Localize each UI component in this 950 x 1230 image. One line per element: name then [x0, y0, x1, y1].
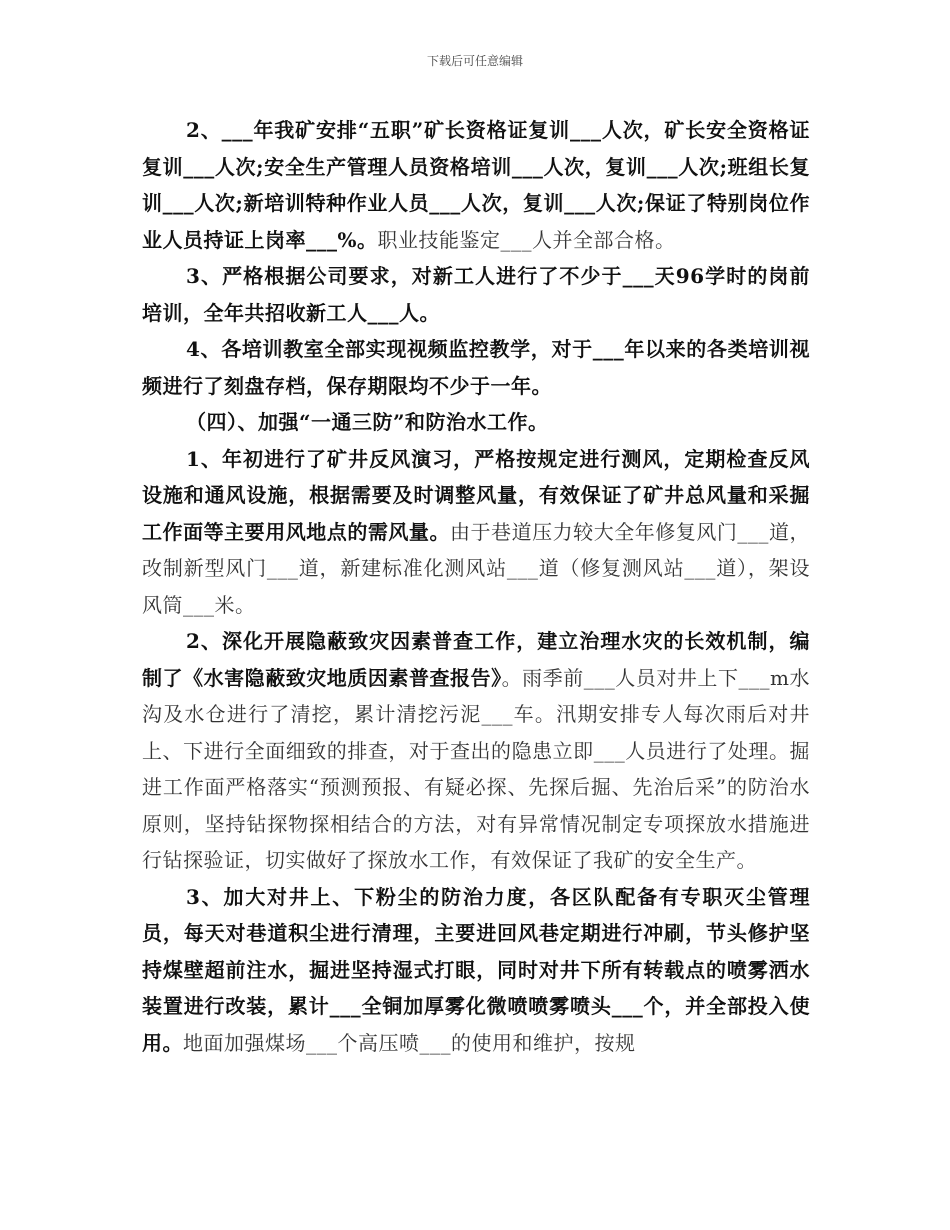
paragraph-4-video-monitoring	[142, 331, 810, 404]
paragraph-normal-text: 职业技能鉴定___人并全部合格。	[377, 227, 676, 252]
page-header: 下载后可任意编辑	[426, 54, 523, 68]
paragraph-bold-text: 3、加大对井上、下粉尘的防治力度，各区队配备有专职灭尘管理员，每天对巷道积尘进行清理，主要进回风巷定期进行冲刷，节头修护坚持煤壁超前注水，掘进坚持湿式打眼，同时对井下所有转载点的喷雾洒水装置进行改装，累计___全铜加厚雾化微喷喷雾喷头___个，并全部投入使用。	[142, 884, 810, 1055]
paragraph-bold-text: 1、年初进行了矿井反风演习，严格按规定进行测风，定期检查反风设施和通风设施，根据需要及时调整风量，有效保证了矿井总风量和采掘工作面等主要用风地点的需风量。	[142, 446, 810, 544]
paragraph-normal-text: 。雨季前___人员对井上下___m水沟及水仓进行了清挖，累计清挖污泥___车。汛期安排专人每次雨后对井上、下进行全面细致的排查，对于查出的隐患立即___人员进行了处理。掘进工作面严格落实“预测预报、有疑必探、先探后掘、先治后采”的防治水原则，坚持钻探物探相结合的方法，对有异常情况制定专项探放水措施进行钻探验证，切实做好了探放水工作，有效保证了我矿的安全生产。	[142, 665, 811, 872]
paragraph-normal-text: 由于巷道压力较大全年修复风门___道，改制新型风门___道，新建标准化测风站___道（修复测风站___道），架设风筒___米。	[142, 519, 811, 617]
section-heading-4	[142, 404, 810, 441]
paragraph-bold-text: 4、各培训教室全部实现视频监控教学，对于___年以来的各类培训视频进行了刻盘存档，保存期限均不少于一年。	[142, 337, 810, 398]
paragraph-2-water-prevention	[142, 623, 810, 879]
paragraph-normal-text: 地面加强煤场___个高压喷___的使用和维护，按规	[183, 1030, 636, 1055]
section-heading-text: （四）、加强“一通三防”和防治水工作。	[186, 410, 549, 434]
paragraph-3-new-workers	[142, 258, 810, 331]
paragraph-2-training	[142, 112, 810, 258]
paragraph-bold-text: 2、___年我矿安排“五职”矿长资格证复训___人次，矿长安全资格证复训___人次;安全生产管理人员资格培训___人次，复训___人次;班组长复训___人次;新培训特种作业人员___人次，复训___人次;保证了特别岗位作业人员持证上岗率___%。	[142, 118, 810, 252]
paragraph-3-dust-prevention	[142, 879, 810, 1062]
paragraph-1-ventilation	[142, 441, 810, 624]
paragraph-bold-text: 2、深化开展隐蔽致灾因素普查工作，建立治理水灾的长效机制，编制了《水害隐蔽致灾地质因素普查报告》	[142, 629, 810, 690]
document-body	[142, 112, 810, 1061]
paragraph-bold-text: 3、严格根据公司要求，对新工人进行了不少于___天96学时的岗前培训，全年共招收新工人___人。	[142, 264, 810, 325]
